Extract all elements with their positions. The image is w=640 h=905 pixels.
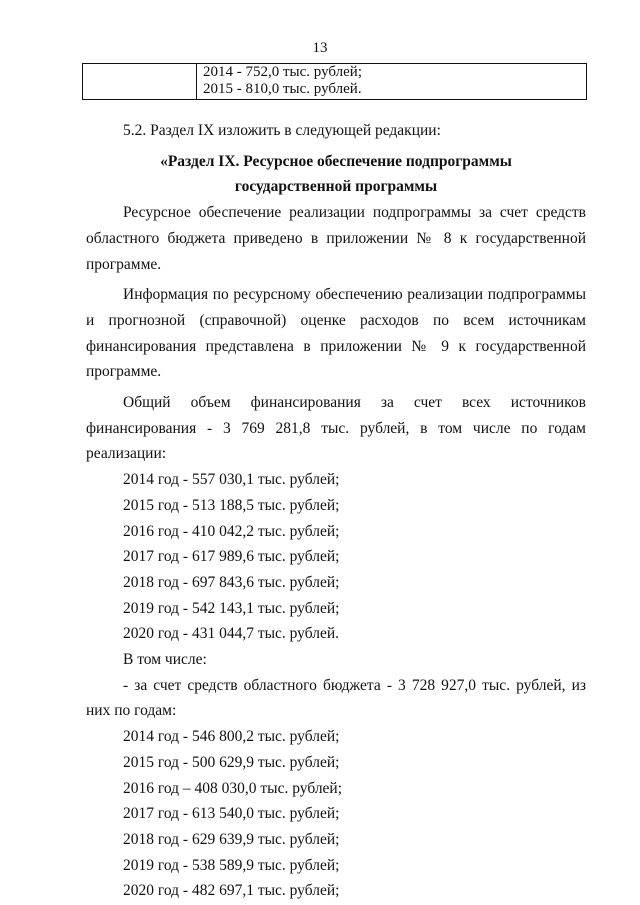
- list-item: 2014 год - 546 800,2 тыс. рублей;: [123, 728, 340, 746]
- table-row: [83, 64, 587, 100]
- table-cell-years: [197, 64, 587, 100]
- list-item: 2019 год - 542 143,1 тыс. рублей;: [123, 599, 340, 617]
- list-item: 2017 год - 613 540,0 тыс. рублей;: [123, 805, 340, 823]
- regional-budget-text: - за счет средств областного бюджета - 3 728 927,0 тыс. рублей, из них по годам:: [86, 676, 586, 720]
- page-number: 13: [312, 40, 328, 56]
- paragraph-1: Ресурсное обеспечение реализации подпрограммы за счет средств областного бюджета приведено в приложении № 8 к государственной программе.: [86, 204, 586, 273]
- list-item: 2015 год - 500 629,9 тыс. рублей;: [123, 753, 340, 771]
- list-item: 2016 год - 410 042,2 тыс. рублей;: [123, 522, 340, 540]
- continuation-table: [82, 63, 587, 100]
- list-item: 2014 год - 557 030,1 тыс. рублей;: [123, 471, 340, 489]
- paragraph-2: Информация по ресурсному обеспечению реализации подпрограммы и прогнозной (справочной) оценке расходов по всем источникам финансирования представлена в приложении № 9 к государственной программе.: [86, 286, 586, 381]
- paragraph-3: Общий объем финансирования за счет всех источников финансирования - 3 769 281,8 тыс. рублей, в том числе по годам реализации:: [86, 394, 586, 463]
- instruction-text: 5.2. Раздел IX изложить в следующей редакции:: [123, 122, 441, 139]
- section-heading-line2: государственной программы: [234, 178, 438, 196]
- list-item: 2015 год - 513 188,5 тыс. рублей;: [123, 496, 340, 514]
- list-item: 2019 год - 538 589,9 тыс. рублей;: [123, 856, 340, 874]
- list-item: 2018 год - 629 639,9 тыс. рублей;: [123, 830, 340, 848]
- table-line: 2014 - 752,0 тыс. рублей;: [203, 64, 362, 80]
- list-item: 2020 год - 431 044,7 тыс. рублей.: [123, 625, 340, 643]
- table-cell-empty: [83, 64, 197, 100]
- section-heading-line1: «Раздел IX. Ресурсное обеспечение подпрограммы: [160, 152, 512, 170]
- list-item: 2018 год - 697 843,6 тыс. рублей;: [123, 573, 340, 591]
- list-item: 2020 год - 482 697,1 тыс. рублей;: [123, 882, 340, 900]
- table-line: 2015 - 810,0 тыс. рублей.: [203, 81, 362, 97]
- document-body: [86, 118, 586, 904]
- list-item: 2017 год - 617 989,6 тыс. рублей;: [123, 548, 340, 566]
- including-label: В том числе:: [123, 651, 207, 669]
- list-item: 2016 год – 408 030,0 тыс. рублей;: [123, 779, 343, 797]
